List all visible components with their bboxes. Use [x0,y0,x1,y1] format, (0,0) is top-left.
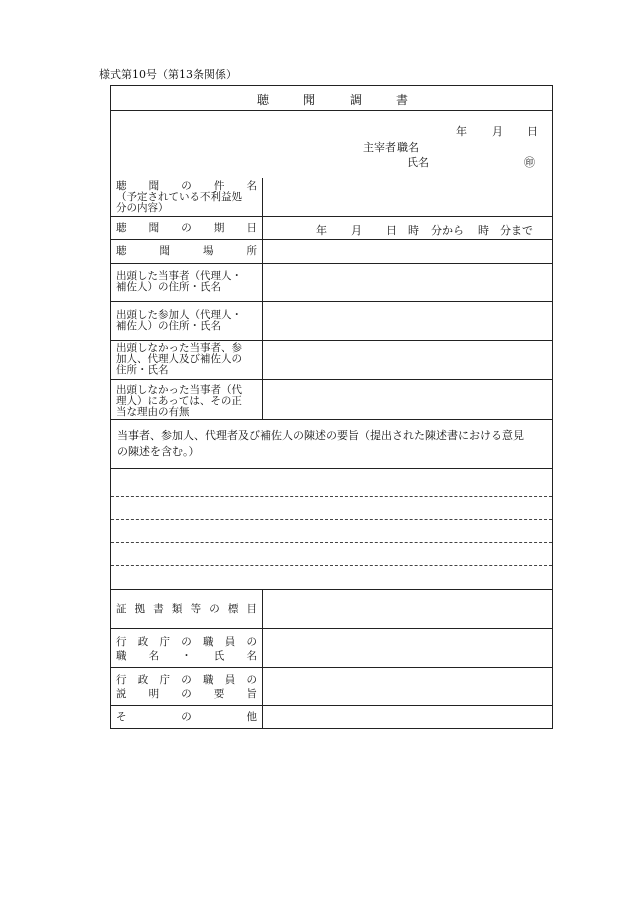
other-row [111,706,552,728]
organizer-label: 主宰者 [363,141,396,154]
case-name-sub-2: 分の内容） [116,202,169,214]
staff-explanation-label [111,668,263,705]
label-char: 拠 [134,602,146,615]
label-char: 員 [224,674,236,686]
label-char: 名 [246,180,257,192]
dashed-line-3 [111,542,552,543]
title-char-1: 聴 [257,93,270,107]
label-char: 政 [137,636,149,648]
other-label [111,706,263,728]
label-char: 所 [246,245,257,257]
date-month-field: 月 [351,224,362,237]
label-char: 行 [116,636,127,648]
label-char: 名 [148,650,160,662]
label-char: 名 [246,650,257,662]
staff-name-row [111,629,552,668]
label-char: の [181,221,192,234]
label-char: 聞 [159,245,170,257]
label-char: 説 [116,688,127,700]
label-char: 期 [213,221,225,234]
hearing-place-label [111,240,263,263]
label-char: 他 [246,710,257,723]
label-char: 政 [137,674,149,686]
label-char: 場 [203,245,214,257]
appeared-parties-row [111,264,552,302]
title-char-4: 書 [396,93,409,107]
seal-mark: ㊞ [524,156,535,169]
date-year: 年 [456,125,467,138]
staff-name-label [111,629,263,667]
hearing-record-form [110,85,553,729]
statements-divider [111,468,552,469]
position-label: 職名 [397,141,419,154]
label-char: 聴 [116,221,127,234]
label-char: 標 [227,602,239,615]
case-name-row [111,178,552,217]
label-char: の [246,674,257,686]
statements-line-2: の陳述を含む。） [117,445,200,458]
label-char: 証 [116,602,127,615]
label-line: 加人、代理人及び補佐人の [116,353,242,365]
hearing-date-label [111,217,263,239]
label-char: 書 [153,602,164,615]
title-char-3: 調 [350,93,363,107]
appeared-participants-row [111,302,552,341]
hearing-date-row [111,217,552,240]
label-char: 庁 [159,674,170,686]
label-char: の [209,602,220,615]
title-char-2: 聞 [303,93,316,107]
label-char: 目 [246,602,257,615]
name-label: 氏名 [407,156,429,169]
date-day: 日 [527,125,538,138]
label-char: 庁 [159,636,170,648]
label-line: 当な理由の有無 [116,406,190,418]
label-char: そ [116,710,127,723]
label-char: 行 [116,674,127,686]
label-char: の [181,180,192,192]
label-char: の [181,710,192,723]
label-char: 要 [213,688,225,700]
date-year-field: 年 [316,224,327,237]
label-char: 職 [116,650,127,662]
label-char: 氏 [213,650,225,662]
label-line: 補佐人）の住所・氏名 [116,281,221,293]
form-number: 様式第10号（第13条関係） [99,68,237,81]
date-day-field: 日 [386,224,397,237]
label-line: 補佐人）の住所・氏名 [116,320,221,332]
label-char: 等 [190,602,202,615]
evidence-label [111,590,263,628]
label-char: 件 [213,180,225,192]
absent-reason-label [111,380,263,419]
label-char: 聞 [148,221,160,234]
label-line: 出頭しなかった当事者（代 [116,384,242,396]
hearing-place-row [111,240,552,264]
time-start-min: 分から [431,224,464,237]
label-char: の [246,636,257,648]
staff-explanation-row [111,668,552,706]
label-char: 職 [203,674,214,686]
time-start-hour: 時 [408,224,419,237]
label-char: 日 [246,221,257,234]
title-row [111,86,552,111]
label-char: 明 [148,688,160,700]
dashed-line-2 [111,519,552,520]
time-end-min: 分まで [500,224,533,237]
dashed-line-1 [111,496,552,497]
label-char: の [181,674,192,686]
label-char: 類 [171,602,183,615]
time-end-hour: 時 [478,224,489,237]
label-char: 聞 [148,180,160,192]
label-char: 旨 [246,688,257,700]
label-line: 住所・氏名 [116,364,169,376]
label-line: 出頭した参加人（代理人・ [116,309,242,321]
statements-line-1: 当事者、参加人、代理者及び補佐人の陳述の要旨（提出された陳述書における意見 [117,429,524,442]
absent-parties-label [111,341,263,379]
absent-parties-row [111,341,552,380]
label-line: 理人）にあっては、その正 [116,395,242,407]
label-char: 員 [224,636,236,648]
label-line: 出頭した当事者（代理人・ [116,270,242,282]
case-name-label [111,178,263,216]
label-char: の [181,636,192,648]
appeared-participants-label [111,302,263,340]
absent-reason-row [111,380,552,420]
statements-heading [117,428,524,460]
dashed-line-4 [111,565,552,566]
label-line: 出頭しなかった当事者、参 [116,342,242,354]
appeared-parties-label [111,264,263,301]
statements-section [111,420,552,590]
label-char: 職 [203,636,214,648]
label-char: 聴 [116,180,127,192]
label-char: 聴 [116,245,127,257]
evidence-row [111,590,552,629]
label-char: ・ [181,650,192,662]
case-name-sub-1: （予定されている不利益処 [116,191,242,203]
label-char: の [181,688,192,700]
date-month: 月 [492,125,503,138]
